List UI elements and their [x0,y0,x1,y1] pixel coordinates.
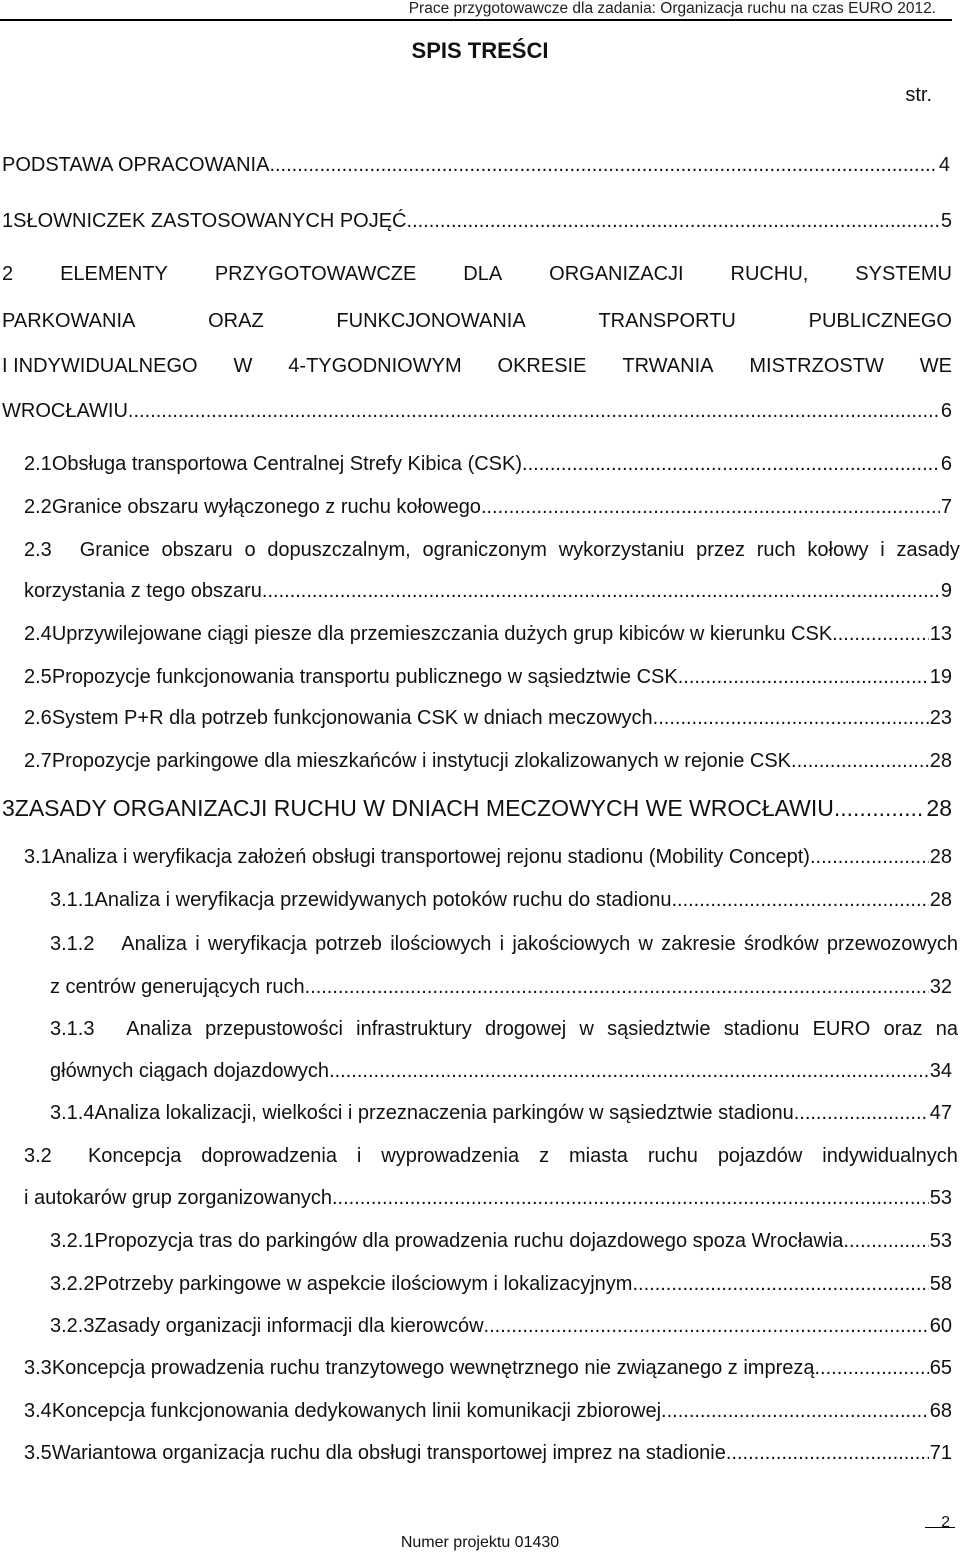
toc-entry-3-2-line2: i autokarów grup zorganizowanych ..... 53 [24,1187,952,1210]
toc-entry-2-line1: 2 ELEMENTY PRZYGOTOWAWCZE DLA ORGANIZACJI RUCHU, SYSTEMU [2,263,952,285]
toc-entry-2-line3: I INDYWIDUALNEGO W 4-TYGODNIOWYM OKRESIE TRWANIA MISTRZOSTW WE [2,355,952,377]
toc-entry-2-5[interactable]: 2.5 Propozycje funkcjonowania transportu publicznego w sąsiedztwie CSK ..... 19 [24,666,952,689]
toc-entry-1[interactable]: 1 SŁOWNICZEK ZASTOSOWANYCH POJĘĆ ..... 5 [2,210,952,233]
toc-entry-3-1-3-line1: 3.1.3 Analiza przepustowości infrastruktury drogowej w sąsiedztwie stadionu EURO oraz na [50,1018,958,1040]
toc-entry-3-2-1[interactable]: 3.2.1 Propozycja tras do parkingów dla prowadzenia ruchu dojazdowego spoza Wrocławia ..... 53 [50,1230,952,1253]
toc-entry-3-1-4[interactable]: 3.1.4 Analiza lokalizacji, wielkości i przeznaczenia parkingów w sąsiedztwie stadionu ..... 47 [50,1102,952,1125]
toc-entry-3-2-3[interactable]: 3.2.3 Zasady organizacji informacji dla kierowców ..... 60 [50,1315,952,1338]
toc-entry-2-7[interactable]: 2.7 Propozycje parkingowe dla mieszkańców i instytucji zlokalizowanych w rejonie CSK ..... 28 [24,750,952,773]
header-text: Prace przygotowawcze dla zadania: Organizacja ruchu na czas EURO 2012. [408,0,936,17]
toc-entry-2-4[interactable]: 2.4 Uprzywilejowane ciągi piesze dla przemieszczania dużych grup kibiców w kierunku CSK ..... 13 [24,623,952,646]
toc-entry-3-2-2[interactable]: 3.2.2 Potrzeby parkingowe w aspekcie ilościowym i lokalizacyjnym ..... 58 [50,1273,952,1296]
toc-entry-3-1-1[interactable]: 3.1.1 Analiza i weryfikacja przewidywanych potoków ruchu do stadionu ..... 28 [50,889,952,912]
toc-entry-2-2[interactable]: 2.2 Granice obszaru wyłączonego z ruchu kołowego ..... 7 [24,496,952,519]
footer-rule [925,1527,955,1528]
toc-entry-3-1-2-line2: z centrów generujących ruch ..... 32 [50,976,952,999]
footer-page-number: 2 [941,1514,950,1531]
toc-entry-2-1[interactable]: 2.1 Obsługa transportowa Centralnej Strefy Kibica (CSK) ..... 6 [24,453,952,476]
toc-entry-2-line4: WROCŁAWIU ..... 6 [2,400,952,423]
header-rule [0,19,952,21]
footer-project-number: Numer projektu 01430 [400,1534,560,1551]
toc-entry-3-1-2-line1: 3.1.2 Analiza i weryfikacja potrzeb ilościowych i jakościowych w zakresie środków przewozowych [50,933,958,955]
page-column-label: str. [905,84,932,106]
toc-entry-2-line2: PARKOWANIA ORAZ FUNKCJONOWANIA TRANSPORTU PUBLICZNEGO [2,310,952,332]
toc-entry-podstawa[interactable]: PODSTAWA OPRACOWANIA ..... 4 [2,154,950,177]
toc-entry-3-4[interactable]: 3.4 Koncepcja funkcjonowania dedykowanych linii komunikacji zbiorowej ..... 68 [24,1400,952,1423]
toc-entry-2-3-line1: 2.3 Granice obszaru o dopuszczalnym, ograniczonym wykorzystaniu przez ruch kołowy i zasady [24,539,960,561]
toc-entry-3-2-line1: 3.2 Koncepcja doprowadzenia i wyprowadzenia z miasta ruchu pojazdów indywidualnych [24,1145,958,1167]
toc-entry-3-1-3-line2: głównych ciągach dojazdowych ..... 34 [50,1060,952,1083]
toc-entry-3[interactable]: 3 ZASADY ORGANIZACJI RUCHU W DNIACH MECZOWYCH WE WROCŁAWIU ..... 28 [2,795,952,822]
toc-entry-2-3-line2: korzystania z tego obszaru ..... 9 [24,580,952,603]
toc-entry-3-1[interactable]: 3.1 Analiza i weryfikacja założeń obsługi transportowej rejonu stadionu (Mobility Concept) ..... 28 [24,846,952,869]
page-title: SPIS TREŚCI [411,38,549,63]
toc-entry-3-3[interactable]: 3.3 Koncepcja prowadzenia ruchu tranzytowego wewnętrznego nie związanego z imprezą ..... 65 [24,1357,952,1380]
toc-entry-3-5[interactable]: 3.5 Wariantowa organizacja ruchu dla obsługi transportowej imprez na stadionie ..... 71 [24,1442,952,1465]
toc-entry-2-6[interactable]: 2.6 System P+R dla potrzeb funkcjonowania CSK w dniach meczowych ..... 23 [24,707,952,730]
